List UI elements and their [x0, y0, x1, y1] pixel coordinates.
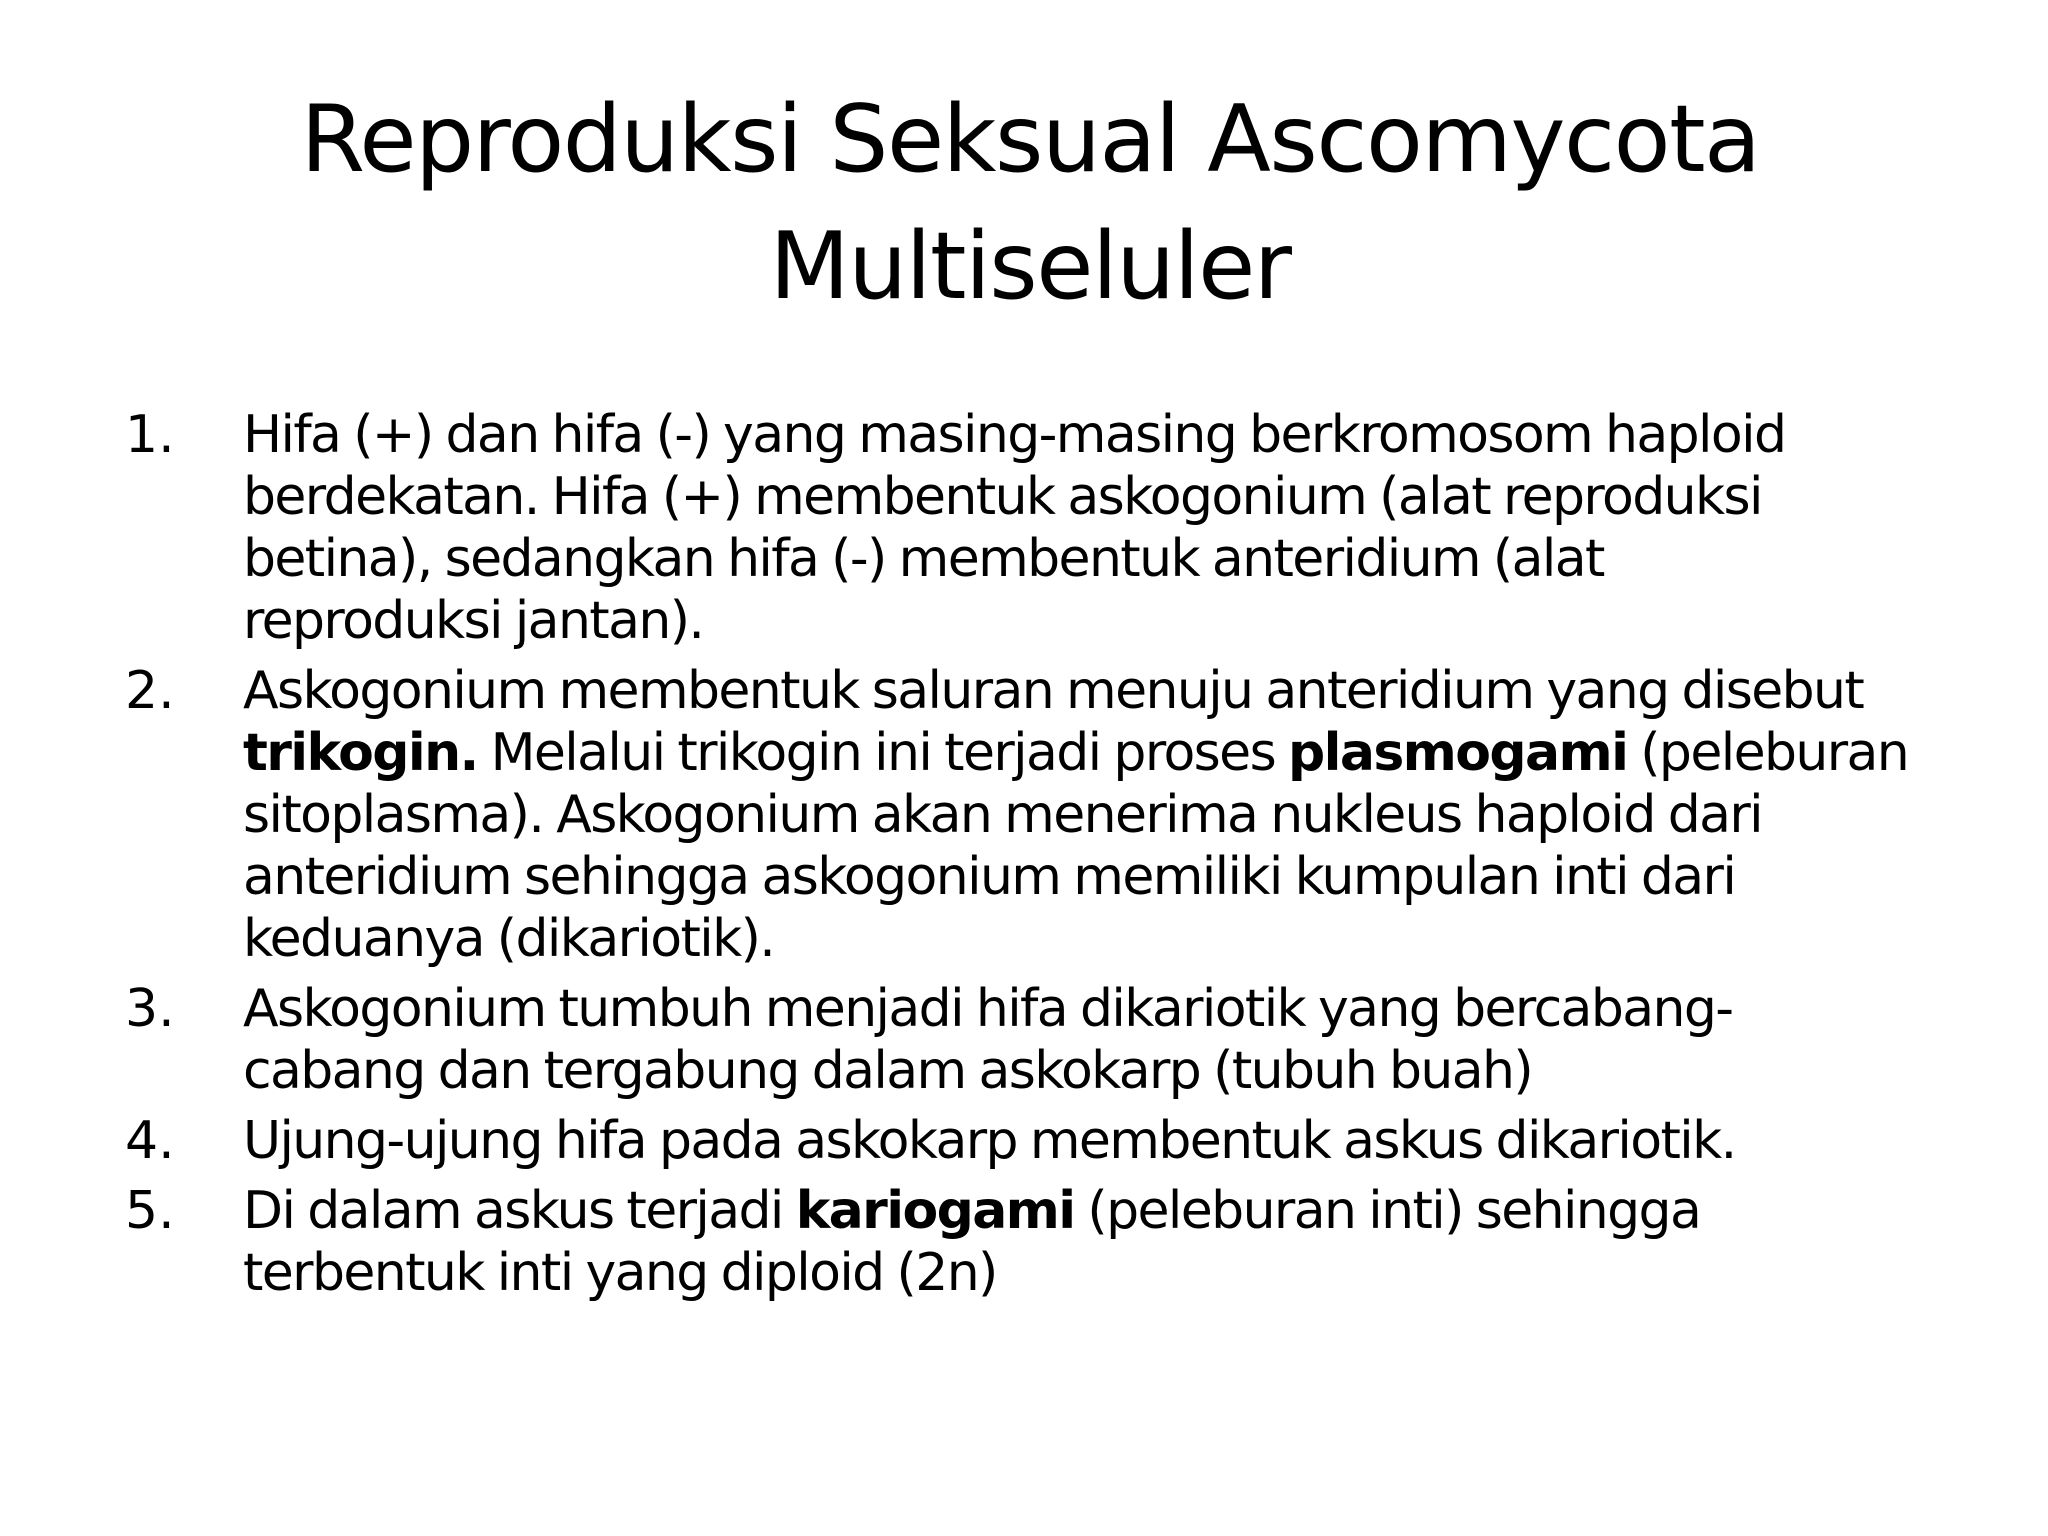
list-item-line — [243, 660, 1965, 722]
slide-title-line: Multiseluler — [769, 212, 1291, 320]
slide-title — [140, 76, 1920, 330]
list-item-number: 3. — [125, 979, 175, 1039]
bold-term: kariogami — [795, 1181, 1075, 1241]
slide-title-line: Reproduksi Seksual Ascomycota — [300, 85, 1760, 193]
text-run: Askogonium membentuk saluran menuju anteridium yang disebut — [243, 661, 1864, 721]
list-item — [125, 978, 1965, 1102]
list-item — [125, 404, 1965, 652]
list-item-line — [243, 404, 1965, 466]
list-item-number: 4. — [125, 1111, 175, 1171]
list-item-line — [243, 1040, 1965, 1102]
text-run: sitoplasma). Askogonium akan menerima nukleus haploid dari — [243, 785, 1763, 845]
text-run: Askogonium tumbuh menjadi hifa dikariotik yang bercabang- — [243, 979, 1733, 1039]
list-item-line — [243, 528, 1965, 590]
list-item-line — [243, 722, 1965, 784]
text-run: Ujung-ujung hifa pada askokarp membentuk askus dikariotik. — [243, 1111, 1736, 1171]
list-item — [125, 660, 1965, 970]
list-item-number: 1. — [125, 405, 175, 465]
bold-term: plasmogami — [1287, 723, 1628, 783]
list-item — [125, 1180, 1965, 1304]
text-run: cabang dan tergabung dalam askokarp (tubuh buah) — [243, 1041, 1533, 1101]
text-run: (peleburan — [1627, 723, 1909, 783]
bold-term: trikogin. — [243, 723, 478, 783]
list-item-line — [243, 1180, 1965, 1242]
list-item-line — [243, 784, 1965, 846]
text-run: betina), sedangkan hifa (-) membentuk anteridium (alat — [243, 529, 1604, 589]
list-item — [125, 1110, 1965, 1172]
text-run: terbentuk inti yang diploid (2n) — [243, 1243, 997, 1303]
list-item-line — [243, 466, 1965, 528]
list-item-line — [243, 908, 1965, 970]
list-item-number: 5. — [125, 1181, 175, 1241]
text-run: reproduksi jantan). — [243, 591, 704, 651]
list-item-line — [243, 846, 1965, 908]
list-item-line — [243, 1110, 1965, 1172]
list-item-line — [243, 978, 1965, 1040]
text-run: keduanya (dikariotik). — [243, 909, 775, 969]
text-run: Hifa (+) dan hifa (-) yang masing-masing berkromosom haploid — [243, 405, 1786, 465]
text-run: berdekatan. Hifa (+) membentuk askogonium (alat reproduksi — [243, 467, 1762, 527]
list-item-line — [243, 590, 1965, 652]
text-run: (peleburan inti) sehingga — [1074, 1181, 1701, 1241]
numbered-list — [125, 404, 1965, 1312]
text-run: Di dalam askus terjadi — [243, 1181, 796, 1241]
list-item-number: 2. — [125, 661, 175, 721]
text-run: anteridium sehingga askogonium memiliki kumpulan inti dari — [243, 847, 1736, 907]
list-item-line — [243, 1242, 1965, 1304]
text-run: Melalui trikogin ini terjadi proses — [477, 723, 1288, 783]
